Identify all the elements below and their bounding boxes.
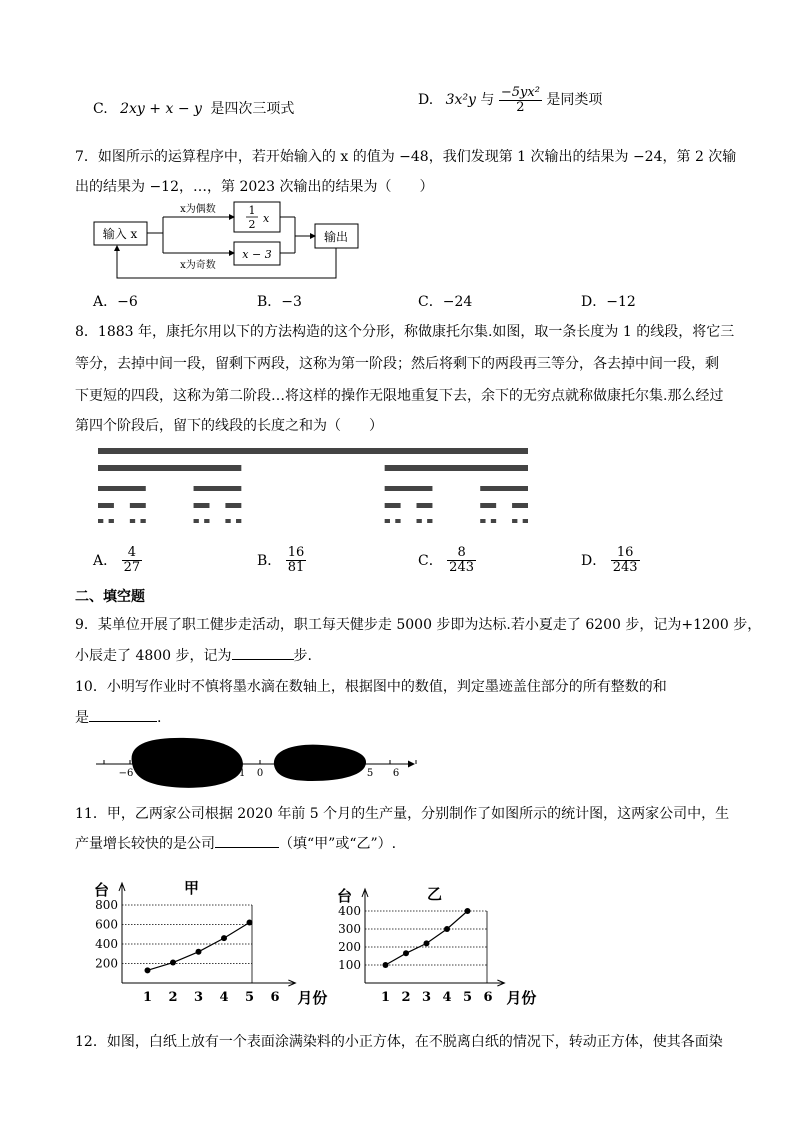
- x-tick-label: 4: [442, 990, 452, 1005]
- chart-jia: [90, 866, 340, 1016]
- q7-flowchart: [85, 198, 375, 288]
- cantor-segment-level4: [194, 519, 199, 523]
- q8-option-c-numerator: 8: [447, 546, 476, 561]
- y-tick-label: 200: [95, 956, 118, 971]
- q6-option-d-text: 是同类项: [546, 92, 603, 109]
- q10-answer-blank[interactable]: [89, 707, 157, 722]
- data-point: [465, 908, 471, 914]
- cantor-segment-level4: [417, 519, 422, 523]
- tick-label-neg6: −6: [118, 768, 134, 779]
- data-point: [247, 920, 253, 926]
- q6-option-d-expr: 3x²y: [445, 92, 476, 109]
- x-axis-label: 月份: [297, 989, 328, 1007]
- x-tick-label: 5: [244, 990, 255, 1005]
- cantor-segment-level2: [480, 486, 528, 491]
- q8-option-b[interactable]: [257, 546, 306, 574]
- q6-option-d-label: D.: [418, 92, 434, 109]
- q6-option-c-text: 是四次三项式: [210, 101, 295, 117]
- q7-option-a-value: −6: [117, 294, 138, 310]
- q7-option-b[interactable]: [257, 291, 302, 311]
- even-label: x为偶数: [180, 204, 216, 215]
- q10-text-line2b: .: [157, 710, 162, 726]
- chart-title: 乙: [427, 885, 443, 903]
- q7-option-d-label: D．: [581, 294, 607, 310]
- x-tick-label: 3: [193, 990, 204, 1005]
- section-fill-in-blank-heading: 二、填空题: [75, 589, 145, 605]
- data-point: [383, 962, 389, 968]
- cantor-segment-level2: [385, 486, 433, 491]
- cantor-segment-level3: [130, 503, 146, 508]
- y-tick-label: 400: [338, 904, 361, 918]
- q6-fraction-numerator: −5yx²: [500, 85, 540, 100]
- number-line-figure: [92, 735, 422, 795]
- cantor-segment-level4: [140, 519, 145, 523]
- data-point: [444, 926, 450, 932]
- data-point: [221, 935, 227, 941]
- cantor-segment-level3: [480, 503, 496, 508]
- y-tick-label: 800: [95, 898, 118, 912]
- y-tick-label: 400: [95, 937, 118, 951]
- cantor-segment-level2: [98, 486, 146, 491]
- cantor-segment-level4: [385, 519, 390, 523]
- q8-option-a[interactable]: [93, 546, 142, 574]
- cantor-segment-level3: [512, 503, 528, 508]
- q8-option-b-denominator: 81: [287, 559, 305, 575]
- cantor-segment-level4: [204, 519, 209, 523]
- q7-text-line1: 7．如图所示的运算程序中，若开始输入的 x 的值为 −48，我们发现第 1 次输出的结果为 −24，第 2 次输: [75, 149, 737, 165]
- q7-option-d[interactable]: [581, 291, 636, 311]
- x-tick-label: 6: [270, 990, 280, 1005]
- q8-option-d-denominator: 243: [612, 559, 638, 575]
- q8-option-d[interactable]: [581, 546, 640, 574]
- q8-option-a-fraction: [122, 546, 143, 574]
- q8-text-line2: 等分，去掉中间一段，留剩下两段，这称为第一阶段；然后将剩下的两段再三等分，各去掉中间一段，剩: [75, 356, 719, 372]
- cantor-segment-level4: [395, 519, 400, 523]
- cantor-segment-level4: [427, 519, 432, 523]
- q8-option-c-denominator: 243: [449, 559, 474, 575]
- x-axis-label: 月份: [506, 989, 537, 1007]
- q10-text-line2: [75, 707, 161, 727]
- q8-option-c[interactable]: [418, 546, 476, 574]
- q8-option-a-label: A．: [93, 553, 118, 570]
- ink-blot-right: [274, 745, 366, 781]
- tick-label-6: 6: [392, 768, 400, 779]
- cantor-segment-level4: [236, 519, 241, 523]
- data-point: [424, 940, 430, 946]
- data-point: [403, 950, 409, 956]
- cantor-segment-level1: [385, 465, 528, 471]
- half-variable: x: [263, 212, 270, 225]
- data-point: [196, 949, 202, 955]
- odd-label: x为奇数: [180, 260, 216, 271]
- q9-text-line1: 9．某单位开展了职工健步走活动，职工每天健步走 5000 步即为达标.若小夏走了 6200 步，记为+1200 步，: [75, 617, 762, 633]
- series-line: [386, 911, 468, 965]
- q8-option-a-numerator: 4: [122, 546, 143, 561]
- q11-text-line2: [75, 833, 396, 853]
- cantor-segment-level4: [491, 519, 496, 523]
- q12-text-line1: 12．如图，白纸上放有一个表面涂满染料的小正方体，在不脱离白纸的情况下，转动正方体，使其各面染: [75, 1034, 723, 1050]
- q9-text-line2a: 小辰走了 4800 步，记为: [75, 648, 232, 664]
- q7-option-a-label: A．: [93, 294, 118, 310]
- q6-fraction-denominator: 2: [516, 99, 525, 115]
- tick-label-neg1: −1: [230, 768, 246, 779]
- q8-text-line4: 第四个阶段后，留下的线段的长度之和为（ ）: [75, 418, 383, 434]
- data-point: [170, 960, 176, 966]
- q8-option-d-label: D．: [581, 553, 607, 570]
- q6-option-c-expr: 2xy + x − y: [120, 101, 202, 117]
- q6-option-c-label: C.: [93, 101, 108, 117]
- cantor-segment-level4: [130, 519, 135, 523]
- q9-answer-blank[interactable]: [232, 645, 294, 660]
- x-tick-label: 4: [219, 990, 229, 1005]
- q11-text-line1: 11．甲，乙两家公司根据 2020 年前 5 个月的生产量，分别制作了如图所示的统计图，这两家公司中，生: [75, 806, 730, 822]
- x-tick-label: 6: [483, 990, 493, 1005]
- q8-option-b-numerator: 16: [287, 545, 305, 560]
- cantor-segment-level3: [417, 503, 433, 508]
- cantor-segment-level3: [98, 503, 114, 508]
- cantor-set-figure: [90, 444, 540, 539]
- q7-option-a[interactable]: [93, 291, 138, 311]
- q6-option-c[interactable]: [93, 98, 294, 118]
- y-tick-label: 100: [338, 958, 361, 972]
- cantor-segment-level4: [512, 519, 517, 523]
- q6-option-d-mid: 与: [480, 92, 495, 109]
- q11-answer-blank[interactable]: [215, 833, 279, 848]
- chart-yi: [335, 866, 545, 1016]
- q11-text-line2a: 产量增长较快的是公司: [75, 836, 215, 852]
- tick-label-5: 5: [366, 768, 374, 779]
- output-label: 输出: [323, 230, 349, 244]
- x-tick-label: 5: [462, 990, 473, 1005]
- minus-label: x − 3: [242, 248, 272, 261]
- data-point: [145, 967, 151, 973]
- x-tick-label: 2: [168, 990, 178, 1005]
- q8-option-c-label: C．: [418, 553, 443, 570]
- q7-option-b-label: B．: [257, 294, 282, 310]
- q7-option-b-value: −3: [281, 294, 302, 310]
- cantor-segment-level4: [523, 519, 528, 523]
- q11-text-line2b: （填“甲”或“乙”）.: [279, 836, 397, 852]
- cantor-segment-level0: [98, 448, 528, 454]
- tick-label-zero: 0: [256, 768, 264, 779]
- q7-option-c-label: C．: [418, 294, 443, 310]
- y-tick-label: 300: [338, 922, 361, 936]
- q8-text-line1: 8．1883 年，康托尔用以下的方法构造的这个分形，称做康托尔集.如图，取一条长度为 1 的线段，将它三: [75, 324, 735, 340]
- q8-text-line3: 下更短的四段，这称为第二阶段…将这样的操作无限地重复下去，余下的无穷点就称做康托尔集.那么经过: [75, 388, 724, 404]
- q6-option-d-fraction: [499, 86, 542, 114]
- q8-option-c-fraction: [447, 546, 476, 574]
- x-tick-label: 2: [401, 990, 411, 1005]
- q8-option-d-numerator: 16: [611, 546, 640, 561]
- q10-text-line1: 10．小明写作业时不慎将墨水滴在数轴上，根据图中的数值，判定墨迹盖住部分的所有整数的和: [75, 679, 667, 695]
- x-tick-label: 1: [142, 990, 153, 1005]
- q9-text-line2b: 步.: [293, 648, 312, 664]
- q8-option-b-label: B．: [257, 553, 282, 570]
- cantor-segment-level3: [225, 503, 241, 508]
- q8-option-b-fraction: [286, 546, 307, 574]
- y-tick-label: 600: [95, 917, 118, 932]
- x-tick-label: 3: [421, 990, 432, 1005]
- cantor-segment-level2: [194, 486, 242, 491]
- cantor-segment-level3: [385, 503, 401, 508]
- cantor-segment-level1: [98, 465, 241, 471]
- half-numerator: 1: [248, 204, 256, 217]
- cantor-segment-level4: [98, 519, 103, 523]
- q8-option-d-fraction: [611, 546, 640, 574]
- q7-option-c[interactable]: [418, 291, 472, 311]
- q7-text-line2: 出的结果为 −12，…，第 2023 次输出的结果为（ ）: [75, 179, 434, 195]
- cantor-segment-level4: [225, 519, 230, 523]
- q10-text-line2a: 是: [75, 710, 89, 726]
- q7-option-d-value: −12: [606, 294, 636, 310]
- q9-text-line2: [75, 645, 312, 665]
- y-axis-label: 台: [94, 881, 110, 899]
- q6-option-d[interactable]: [418, 86, 602, 114]
- x-tick-label: 1: [380, 990, 391, 1005]
- half-denominator: 2: [248, 218, 256, 231]
- y-tick-label: 200: [338, 940, 361, 954]
- q8-option-a-denominator: 27: [123, 559, 141, 575]
- ink-blot-left: [132, 738, 243, 788]
- chart-title: 甲: [184, 879, 200, 897]
- q7-option-c-value: −24: [442, 294, 473, 310]
- cantor-segment-level3: [194, 503, 210, 508]
- input-label: 输入 x: [102, 227, 138, 241]
- cantor-segment-level4: [109, 519, 114, 523]
- cantor-segment-level4: [480, 519, 485, 523]
- y-axis-label: 台: [337, 887, 353, 905]
